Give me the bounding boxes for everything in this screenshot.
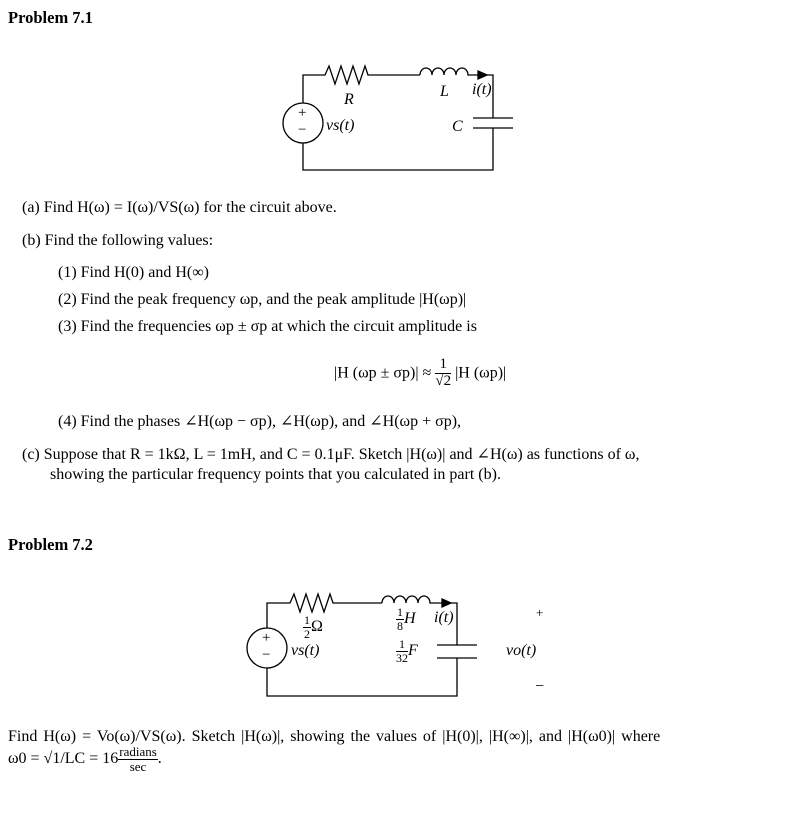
period: . [157, 750, 162, 768]
label-l: L [440, 83, 449, 100]
label-r: R [344, 91, 354, 108]
formula-right: |H (ωp)| [455, 364, 507, 382]
amplitude-formula [334, 357, 506, 390]
problem-7-2-line2 [8, 745, 162, 773]
omega0-formula: ω0 = √1/LC = 16 [8, 750, 119, 768]
label-inductance [396, 606, 416, 632]
part-b1: (1) Find H(0) and H(∞) [58, 264, 209, 281]
source-minus: − [262, 647, 271, 663]
capacitor-c [473, 118, 513, 128]
part-b2: (2) Find the peak frequency ωp, and the peak amplitude |H(ωp)| [58, 291, 467, 308]
output-minus: − [535, 678, 545, 695]
resistor-half-ohm [267, 594, 382, 628]
part-a: (a) Find H(ω) = I(ω)/VS(ω) for the circuit above. [22, 199, 337, 216]
capacitor-32nd-farad [437, 645, 477, 658]
r-num: 1 [304, 613, 310, 627]
problem-7-2-line1: Find H(ω) = Vo(ω)/VS(ω). Sketch |H(ω)|, showing the values of |H(0)|, |H(∞)|, and |H(ω0)| where [8, 728, 661, 745]
l-den: 8 [397, 618, 403, 633]
c-num: 1 [396, 638, 408, 652]
part-c-line2: showing the particular frequency points that you calculated in part (b). [50, 466, 501, 483]
source-plus: + [298, 105, 307, 121]
formula-denominator: √2 [435, 372, 452, 389]
label-source: vs(t) [326, 117, 355, 134]
part-b3: (3) Find the frequencies ωp ± σp at which the circuit amplitude is [58, 318, 477, 335]
label-c: C [452, 118, 463, 135]
units-num: radians [119, 744, 157, 759]
c-unit: F [408, 642, 418, 660]
label-current: i(t) [472, 81, 492, 98]
output-plus: + [536, 605, 544, 620]
label-current: i(t) [434, 609, 454, 626]
resistor-r [303, 66, 420, 103]
label-output: vo(t) [506, 642, 537, 659]
label-resistance [303, 614, 323, 640]
l-num: 1 [397, 605, 403, 619]
current-arrow-icon [478, 71, 487, 79]
problem-7-1-heading: Problem 7.1 [8, 8, 93, 27]
current-arrow-icon [442, 599, 451, 607]
problem-7-2-heading: Problem 7.2 [8, 535, 93, 554]
l-unit: H [404, 610, 416, 628]
r-den: 2 [304, 626, 310, 641]
source-plus: + [262, 630, 271, 646]
part-c-line1: (c) Suppose that R = 1kΩ, L = 1mH, and C = 0.1μF. Sketch |H(ω)| and ∠H(ω) as functions of ω, [22, 446, 640, 463]
c-den: 32 [396, 650, 408, 665]
label-source: vs(t) [291, 642, 320, 659]
units-den: sec [129, 758, 147, 774]
label-capacitance [396, 638, 418, 664]
source-minus: − [298, 122, 307, 138]
part-b4: (4) Find the phases ∠H(ωp − σp), ∠H(ωp), and ∠H(ωp + σp), [58, 413, 462, 430]
part-b: (b) Find the following values: [22, 232, 214, 249]
r-unit: Ω [311, 618, 323, 636]
formula-left: |H (ωp ± σp)| ≈ [334, 364, 432, 382]
formula-numerator: 1 [435, 357, 451, 374]
